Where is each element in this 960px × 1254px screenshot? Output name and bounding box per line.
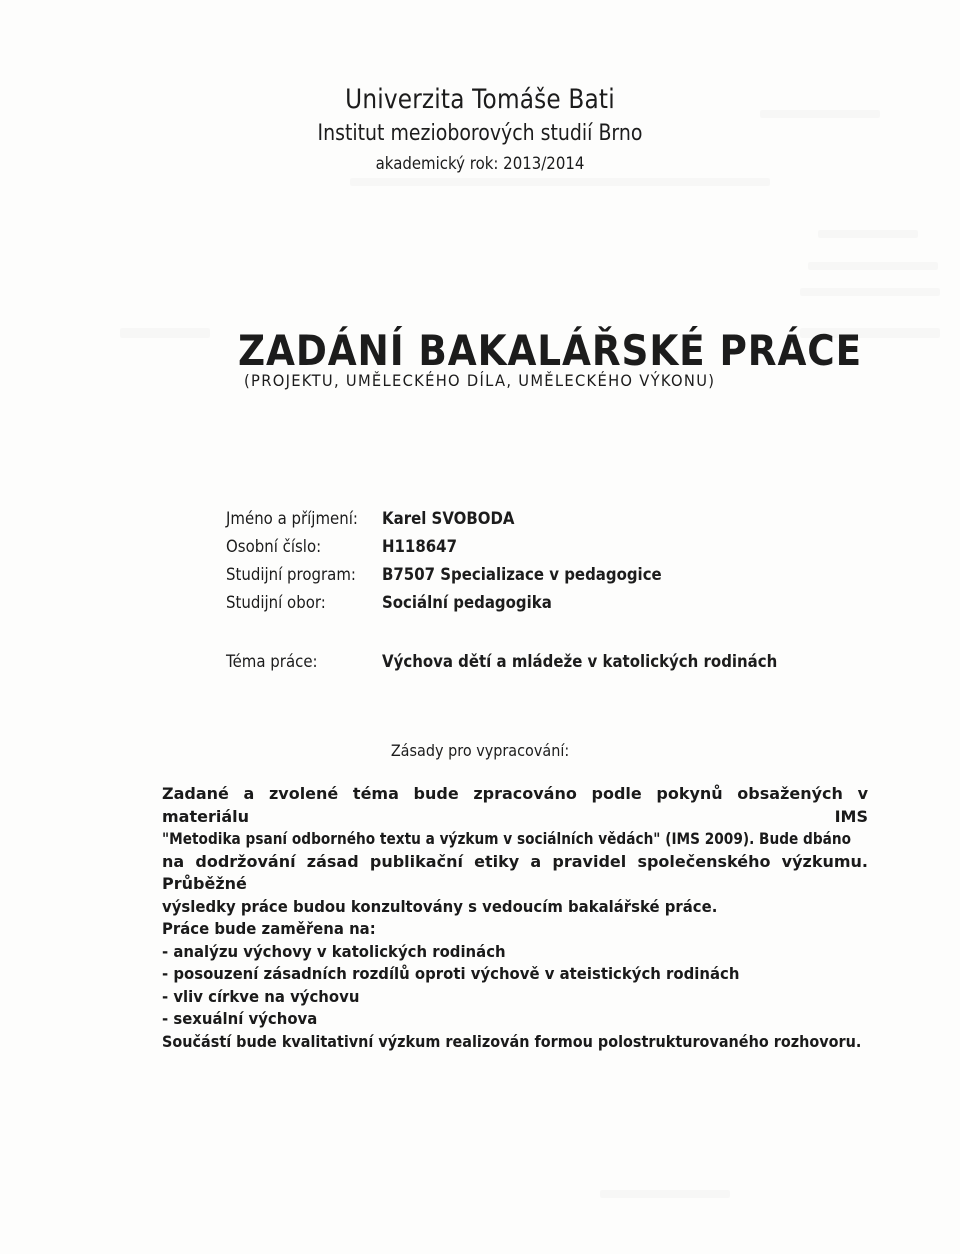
guidelines-heading: Zásady pro vypracování: [390, 741, 570, 760]
guidelines-line: - sexuální výchova [162, 1009, 318, 1028]
guidelines-body [162, 783, 868, 1053]
guidelines-line: Součástí bude kvalitativní výzkum realizován formou polostrukturovaného rozhovoru. [162, 1031, 862, 1051]
program-value: B7507 Specializace v pedagogice [382, 565, 662, 585]
topic-value: Výchova dětí a mládeže v katolických rodinách [382, 652, 778, 672]
guidelines-line: výsledky práce budou konzultovány s vedoucím bakalářské práce. [162, 896, 718, 916]
institute-name: Institut mezioborových studií Brno [317, 121, 643, 146]
bleed-through-mark [600, 1190, 730, 1198]
guidelines-line: - analýzu výchovy v katolických rodinách [162, 941, 506, 961]
name-label: Jméno a příjmení: [226, 509, 358, 529]
university-name: Univerzita Tomáše Bati [345, 84, 615, 115]
guidelines-line: na dodržování zásad publikační etiky a pravidel společenského výzkumu. Průběžné [162, 851, 868, 893]
guidelines-line: "Metodika psaní odborného textu a výzkum v sociálních vědách" (IMS 2009). Bude dbáno [162, 829, 852, 848]
bleed-through-mark [120, 328, 210, 338]
field-label: Studijní obor: [226, 593, 326, 613]
program-label: Studijní program: [226, 565, 356, 585]
topic-label: Téma práce: [226, 652, 318, 672]
id-label: Osobní číslo: [226, 537, 322, 557]
bleed-through-mark [350, 178, 770, 186]
bleed-through-mark [800, 288, 940, 296]
guidelines-line: Zadané a zvolené téma bude zpracováno podle pokynů obsažených v materiálu IMS [162, 784, 868, 826]
field-value: Sociální pedagogika [382, 593, 552, 613]
guidelines-line: - vliv církve na výchovu [162, 986, 360, 1006]
id-value: H118647 [382, 537, 457, 557]
document-title: ZADÁNÍ BAKALÁŘSKÉ PRÁCE [238, 326, 863, 375]
guidelines-line: Práce bude zaměřena na: [162, 919, 376, 938]
bleed-through-mark [818, 230, 918, 238]
guidelines-line: - posouzení zásadních rozdílů oproti výchově v ateistických rodinách [162, 964, 740, 983]
document-subtitle: (PROJEKTU, UMĚLECKÉHO DÍLA, UMĚLECKÉHO VÝKONU) [244, 371, 716, 390]
name-value: Karel SVOBODA [382, 509, 515, 529]
academic-year: akademický rok: 2013/2014 [375, 154, 585, 174]
bleed-through-mark [808, 262, 938, 270]
